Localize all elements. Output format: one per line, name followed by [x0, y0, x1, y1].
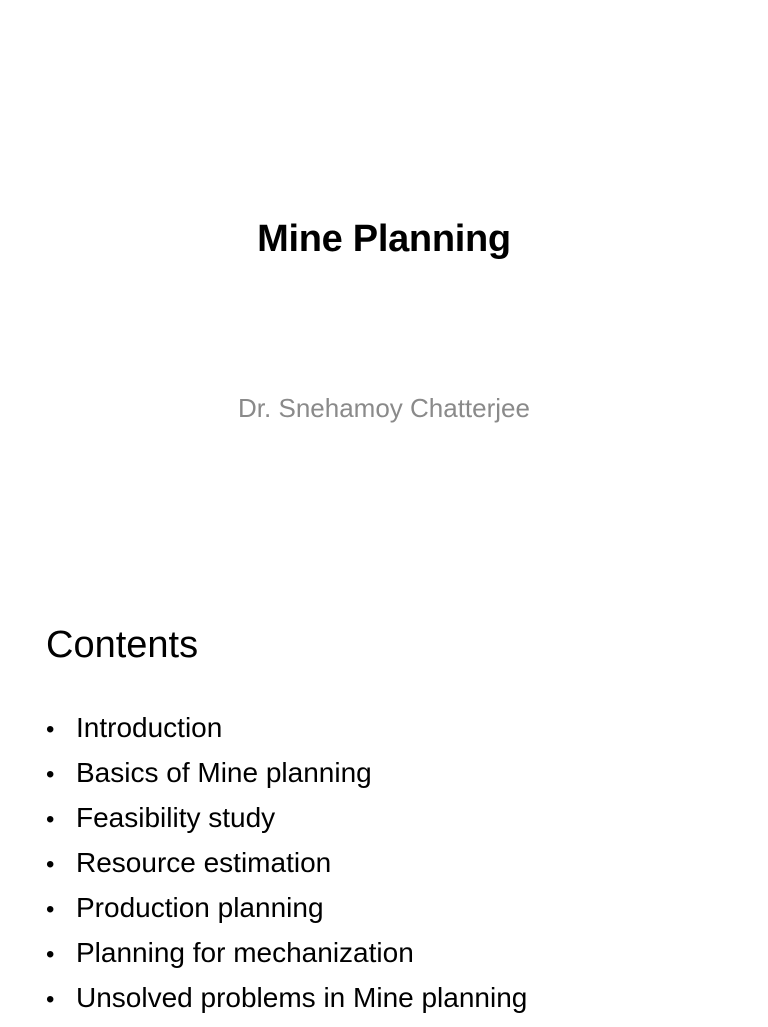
bullet-icon: • [46, 941, 55, 968]
list-item-label: Introduction [76, 712, 223, 743]
bullet-icon: • [46, 716, 55, 743]
list-item-label: Production planning [76, 892, 324, 923]
list-item-label: Basics of Mine planning [76, 757, 372, 788]
bullet-icon: • [46, 896, 55, 923]
contents-list [46, 712, 527, 1027]
list-item [46, 802, 527, 847]
list-item [46, 892, 527, 937]
contents-slide [0, 590, 768, 1024]
bullet-icon: • [46, 986, 55, 1013]
bullet-icon: • [46, 851, 55, 878]
bullet-icon: • [46, 761, 55, 788]
list-item-label: Unsolved problems in Mine planning [76, 982, 528, 1013]
slide-title: Mine Planning [257, 218, 511, 260]
contents-heading: Contents [46, 624, 199, 666]
list-item-label: Feasibility study [76, 802, 276, 833]
slide-subtitle-author: Dr. Snehamoy Chatterjee [238, 393, 530, 423]
list-item-label: Resource estimation [76, 847, 332, 878]
list-item [46, 982, 527, 1027]
bullet-icon: • [46, 806, 55, 833]
list-item [46, 712, 527, 757]
list-item [46, 757, 527, 802]
list-item [46, 847, 527, 892]
list-item [46, 937, 527, 982]
list-item-label: Planning for mechanization [76, 937, 414, 968]
